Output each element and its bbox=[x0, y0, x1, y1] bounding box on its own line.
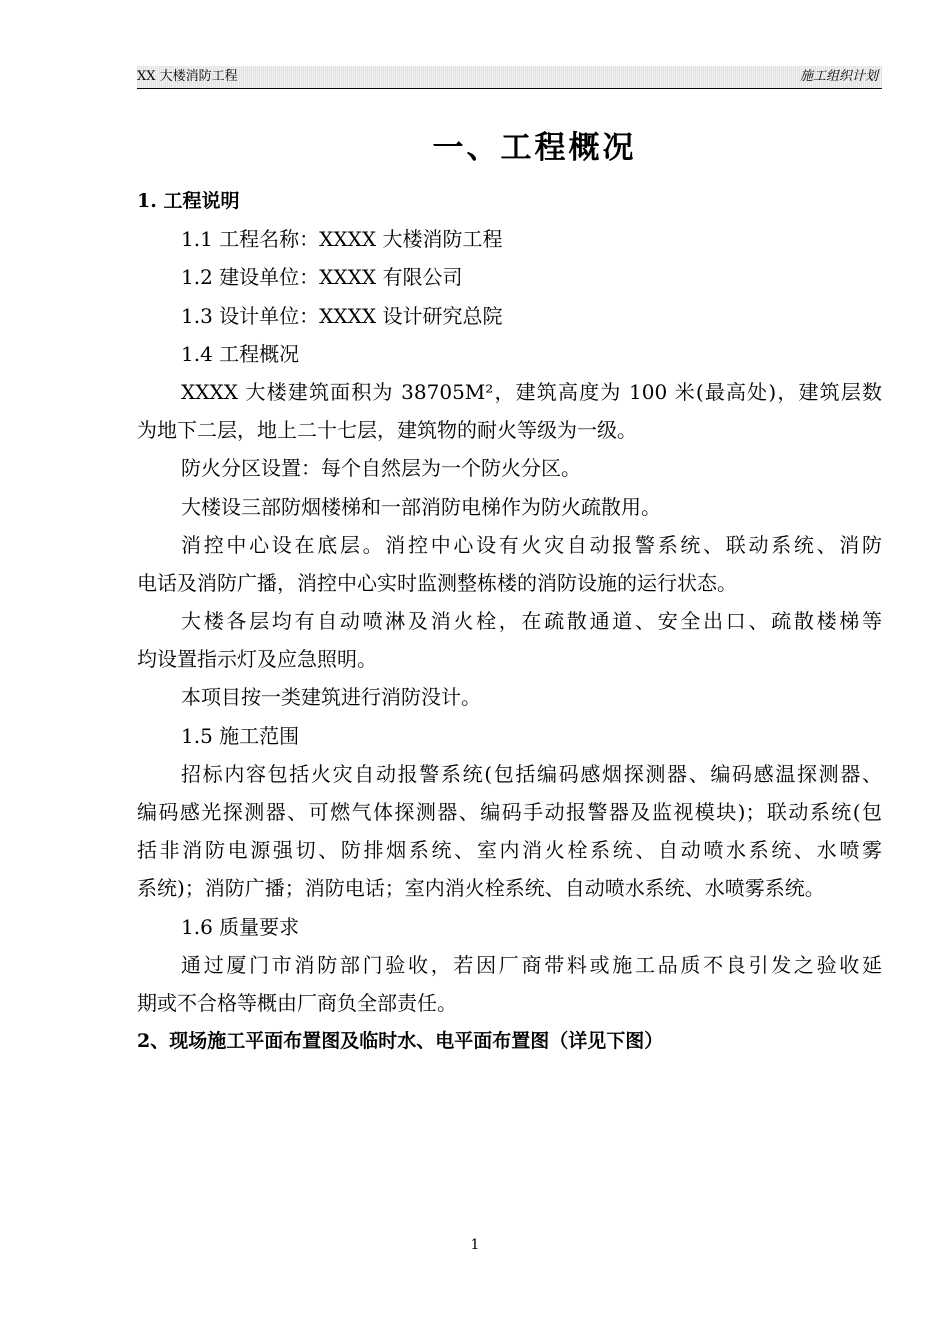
page-number: 1 bbox=[470, 1237, 480, 1253]
quality-paragraph-line: 期或不合格等概由厂商负全部责任。 bbox=[137, 990, 457, 1015]
overview-item: 1.4 工程概况 bbox=[181, 341, 300, 366]
building-class-paragraph: 本项目按一类建筑进行消防没计。 bbox=[181, 685, 481, 710]
quality-item: 1.6 质量要求 bbox=[181, 914, 300, 939]
stairs-paragraph: 大楼设三部防烟楼梯和一部消防电梯作为防火疏散用。 bbox=[181, 494, 661, 519]
header-project-name: XX 大楼消防工程 bbox=[137, 69, 238, 84]
scope-item: 1.5 施工范围 bbox=[181, 723, 300, 748]
overview-paragraph-line: 为地下二层，地上二十七层，建筑物的耐火等级为一级。 bbox=[137, 418, 637, 443]
section-heading-2: 2、现场施工平面布置图及临时水、电平面布置图（详见下图） bbox=[137, 1030, 664, 1053]
scope-paragraph-line: 系统)；消防广播；消防电话；室内消火栓系统、自动喷水系统、水喷雾系统。 bbox=[137, 876, 825, 901]
scope-paragraph-line: 括非消防电源强切、防排烟系统、室内消火栓系统、自动喷水系统、水喷雾 bbox=[137, 838, 882, 863]
chapter-title: 一、工程概况 bbox=[432, 130, 637, 166]
fire-zone-paragraph: 防火分区设置：每个自然层为一个防火分区。 bbox=[181, 456, 581, 481]
owner-item: 1.2 建设单位：XXXX 有限公司 bbox=[181, 265, 463, 290]
overview-paragraph-line: XXXX 大楼建筑面积为 38705M²，建筑高度为 100 米(最高处)，建筑层数 bbox=[181, 379, 882, 404]
page-header bbox=[137, 66, 882, 89]
scope-paragraph-line: 招标内容包括火灾自动报警系统(包括编码感烟探测器、编码感温探测器、 bbox=[181, 761, 882, 786]
scope-paragraph-line: 编码感光探测器、可燃气体探测器、编码手动报警器及监视模块)；联动系统(包 bbox=[137, 800, 882, 824]
project-name-item: 1.1 工程名称：XXXX 大楼消防工程 bbox=[181, 227, 503, 252]
section-heading-1: 1. 工程说明 bbox=[137, 190, 240, 212]
sprinkler-paragraph-line: 大楼各层均有自动喷淋及消火栓，在疏散通道、安全出口、疏散楼梯等 bbox=[181, 609, 882, 634]
document-body bbox=[137, 182, 882, 1060]
control-center-paragraph-line: 电话及消防广播，消控中心实时监测整栋楼的消防设施的运行状态。 bbox=[137, 570, 737, 595]
designer-item: 1.3 设计单位：XXXX 设计研究总院 bbox=[181, 303, 503, 328]
quality-paragraph-line: 通过厦门市消防部门验收，若因厂商带料或施工品质不良引发之验收延 bbox=[181, 952, 882, 977]
sprinkler-paragraph-line: 均设置指示灯及应急照明。 bbox=[137, 647, 377, 672]
control-center-paragraph-line: 消控中心设在底层。消控中心设有火灾自动报警系统、联动系统、消防 bbox=[181, 532, 882, 557]
header-document-type: 施工组织计划 bbox=[799, 69, 878, 84]
